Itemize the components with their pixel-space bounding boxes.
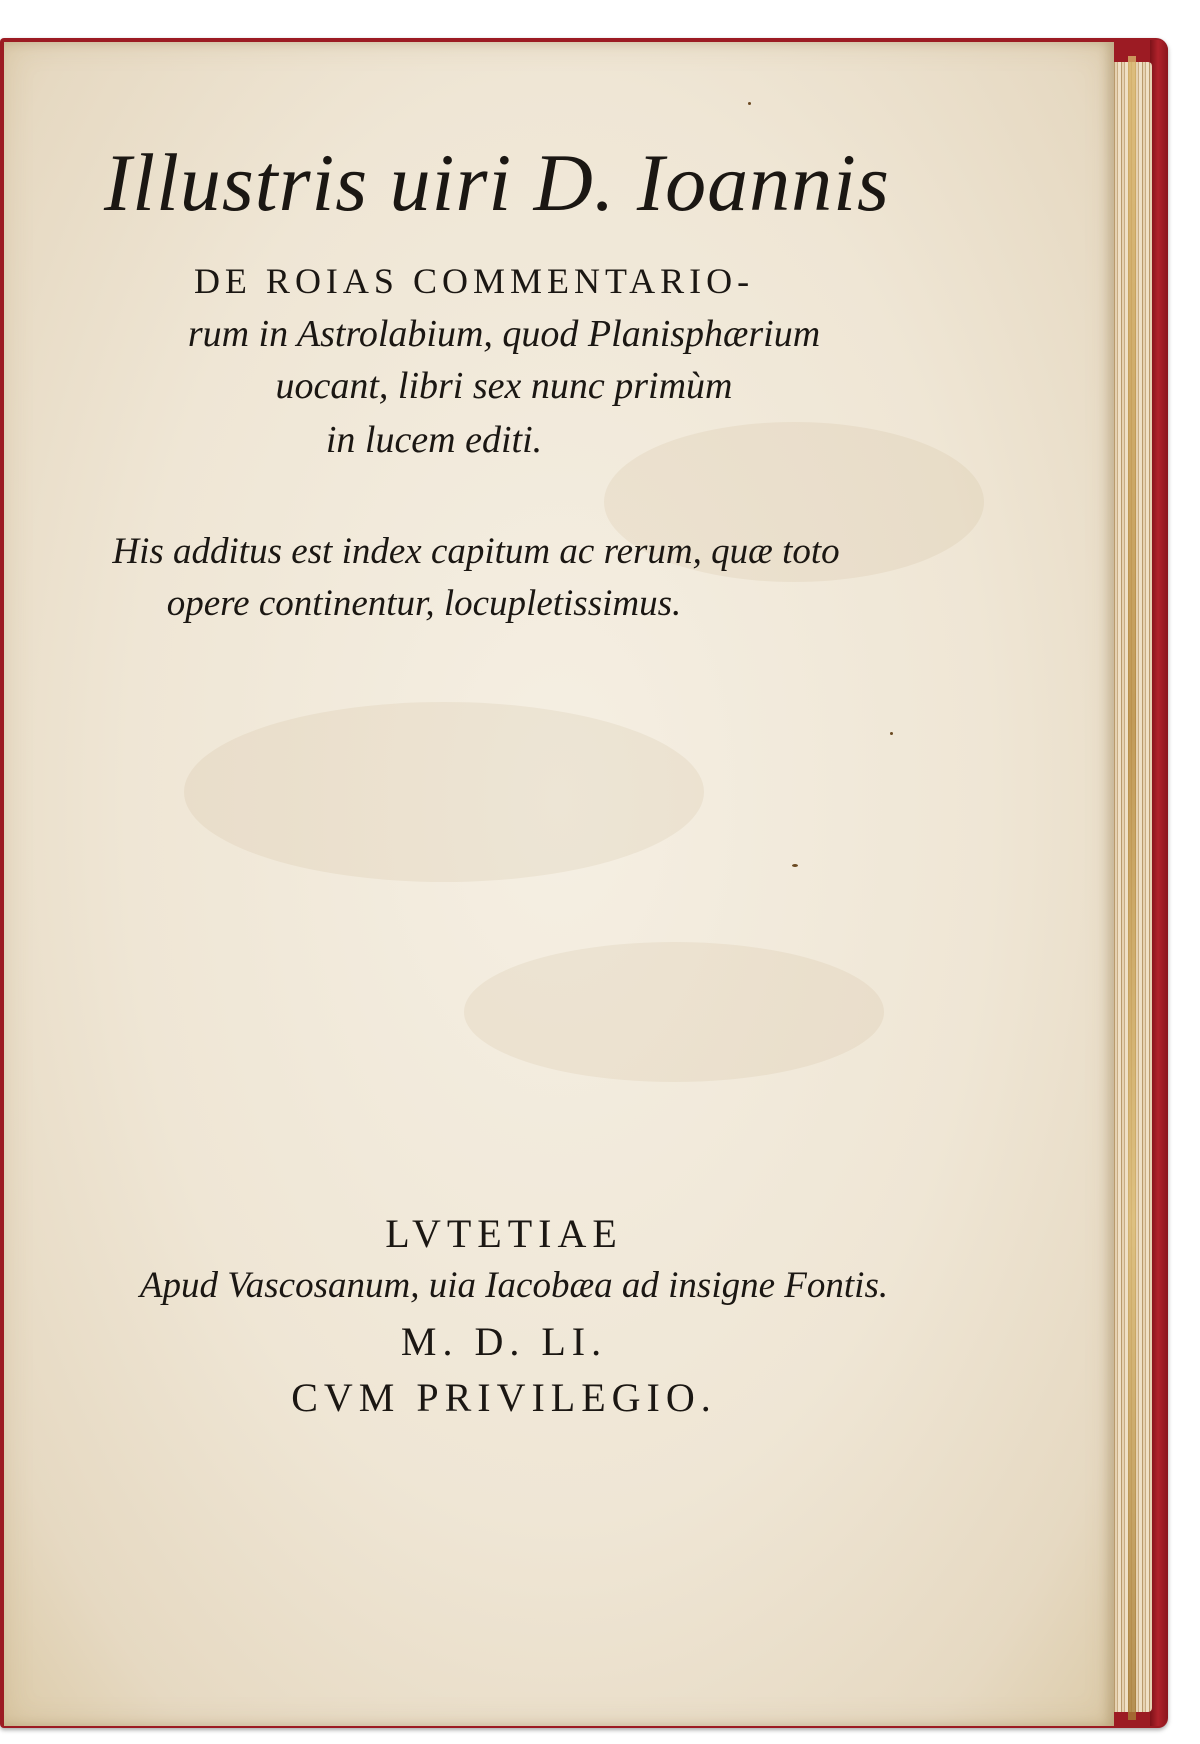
addendum-line-2: opere continentur, locupletissimus.: [166, 583, 682, 624]
foxing-stain: [464, 942, 884, 1082]
foxing-stain: [184, 702, 704, 882]
title-line-4: uocant, libri sex nunc primùm: [275, 365, 733, 407]
imprint-printer: Apud Vascosanum, uia Iacobæa ad insigne Fontis.: [139, 1265, 889, 1306]
paper-speck: [890, 732, 893, 735]
imprint-place: LVTETIAE: [385, 1211, 623, 1256]
title-line-1: Illustris uiri D. Ioannis: [104, 137, 890, 228]
title-line-2: DE ROIAS COMMENTARIO-: [193, 261, 755, 301]
title-line-3: rum in Astrolabium, quod Planisphærium: [187, 313, 821, 355]
gilt-edge: [1128, 56, 1136, 1720]
title-line-5: in lucem editi.: [325, 419, 543, 461]
addendum-line-1: His additus est index capitum ac rerum, quæ toto: [112, 531, 840, 572]
paper-speck: [748, 102, 751, 105]
title-page: [4, 42, 1114, 1726]
imprint-year: M. D. LI.: [400, 1319, 608, 1364]
imprint-privilege: CVM PRIVILEGIO.: [291, 1375, 717, 1420]
binding-edge: [1150, 40, 1168, 1726]
paper-speck: [792, 864, 798, 867]
